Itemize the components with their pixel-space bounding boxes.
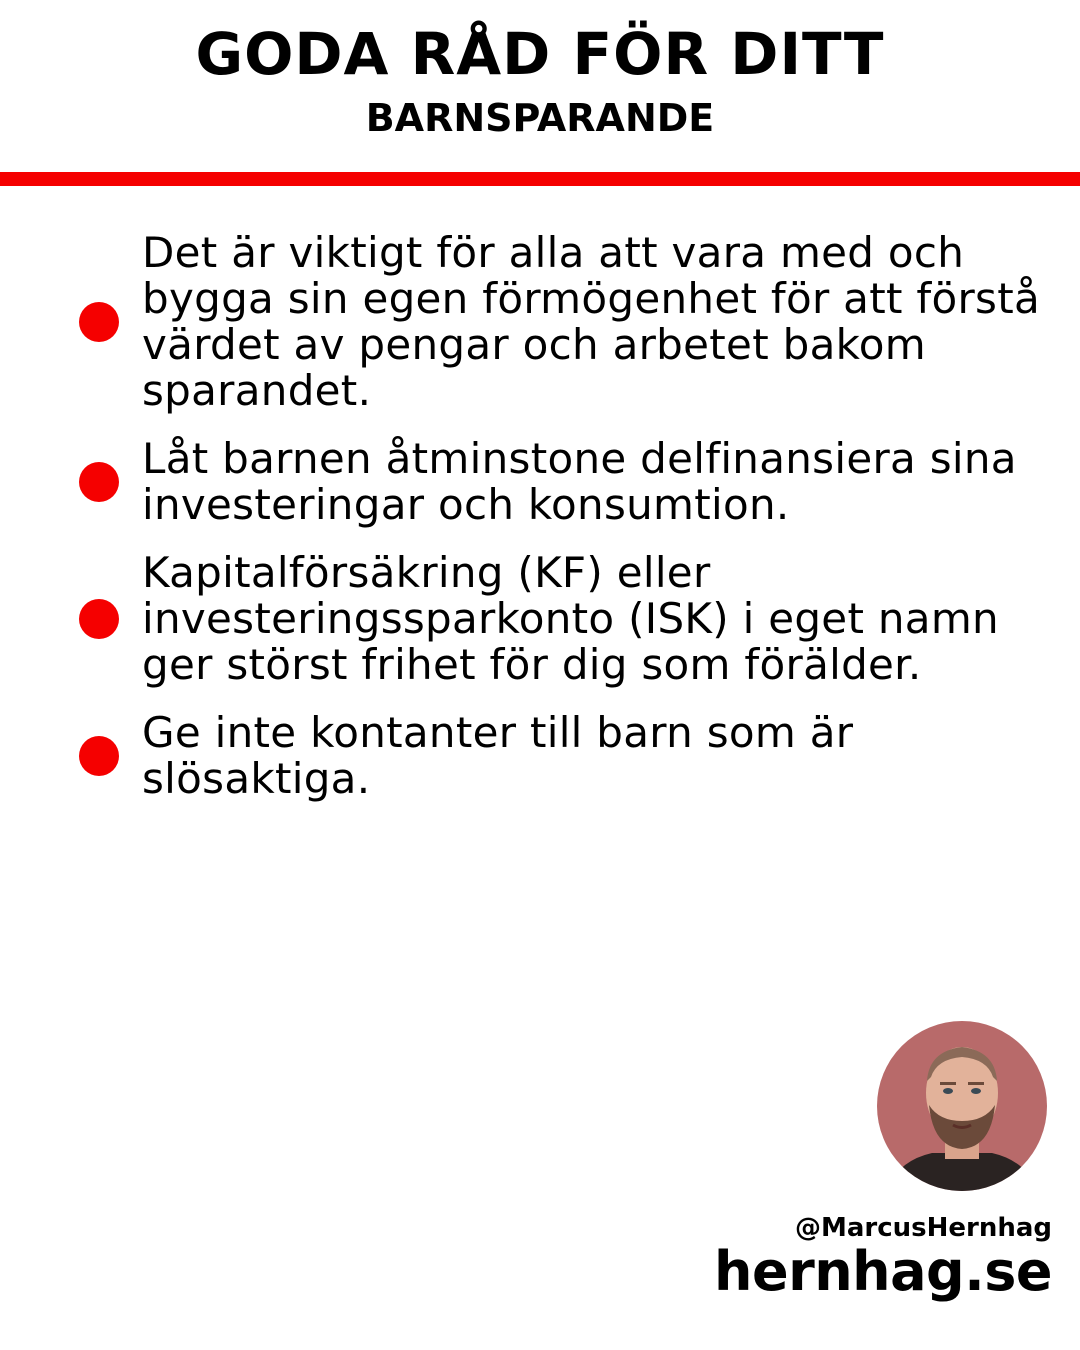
tip-text: Ge inte kontanter till barn som är slösaktiga. <box>142 708 854 803</box>
social-handle: @MarcusHernhag <box>794 1213 1052 1243</box>
page-title: GODA RÅD FÖR DITT <box>195 20 885 88</box>
tips-list <box>0 230 1080 824</box>
tip-item <box>0 710 1080 802</box>
tip-text: Det är viktigt för alla att vara med och bygga sin egen förmögenhet för att förstå värdet av pengar och arbetet bakom sparandet. <box>142 228 1041 415</box>
tip-text: Kapitalförsäkring (KF) eller investeringssparkonto (ISK) i eget namn ger störst frihet för dig som förälder. <box>142 548 999 689</box>
page-subtitle: BARNSPARANDE <box>365 96 715 140</box>
red-bullet-icon <box>79 736 119 776</box>
tip-item <box>0 436 1080 528</box>
red-bullet-icon <box>79 302 119 342</box>
tip-item <box>0 230 1080 414</box>
tip-text: Låt barnen åtminstone delfinansiera sina investeringar och konsumtion. <box>142 434 1017 529</box>
red-bullet-icon <box>79 599 119 639</box>
avatar-portrait-icon <box>877 1021 1047 1191</box>
avatar <box>877 1021 1047 1191</box>
website-url: hernhag.se <box>714 1240 1052 1303</box>
red-divider <box>0 172 1080 186</box>
tip-item <box>0 550 1080 688</box>
red-bullet-icon <box>79 462 119 502</box>
